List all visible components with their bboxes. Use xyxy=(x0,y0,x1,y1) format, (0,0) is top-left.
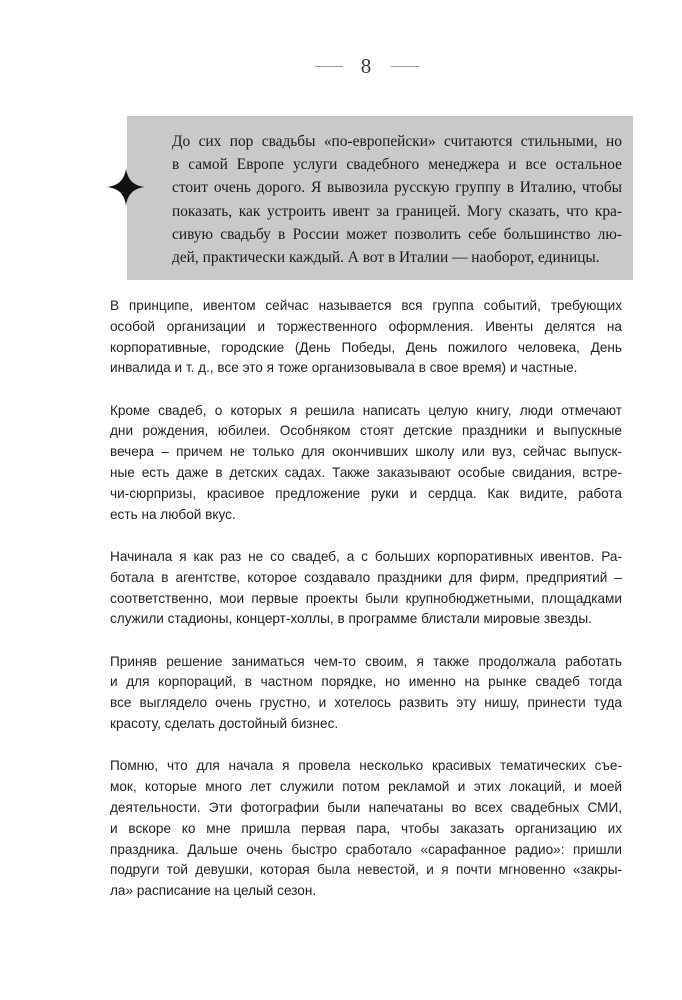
page-number-right-rule xyxy=(391,66,419,67)
text-line: ные есть даже в детских садах. Также заказывают особые свидания, встре- xyxy=(110,465,622,481)
text-line: Кроме свадеб, о которых я решила написать целую книгу, люди отмечают xyxy=(110,402,622,418)
text-line: праздника. Дальше очень быстро сработало «сарафанное радио»: пришли xyxy=(110,841,622,857)
text-line: дни рождения, юбилеи. Особняком стоят детские праздники и выпускные xyxy=(110,423,622,439)
text-line: инвалида и т. д., все это я тоже организовывала в свое время) и частные. xyxy=(110,360,578,376)
text-line: Начинала я как раз не со свадеб, а с больших корпоративных ивентов. Ра- xyxy=(110,548,622,564)
quote-line: показать, как устроить ивент за границей. Могу сказать, что кра- xyxy=(172,202,622,220)
text-line: корпоративные, городские (День Победы, День пожилого человека, День xyxy=(110,339,622,355)
text-line: Приняв решение заниматься чем-то своим, я также продолжала работать xyxy=(110,653,622,669)
paragraph-1 xyxy=(110,296,622,379)
text-line: и вскоре ко мне пришла первая пара, чтобы заказать организацию их xyxy=(110,820,622,836)
text-line: соответственно, мои первые проекты были крупнобюджетными, площадками xyxy=(110,590,622,606)
page-number-left-rule xyxy=(315,66,343,67)
body-text xyxy=(110,296,622,923)
quote-line: дей, практически каждый. А вот в Италии — наоборот, единицы. xyxy=(172,249,600,267)
text-line: Помню, что для начала я провела несколько красивых тематических съе- xyxy=(110,758,622,774)
text-line: ботала в агентстве, которое создавало праздники для фирм, предприятий – xyxy=(110,569,622,585)
text-line: есть на любой вкус. xyxy=(110,506,236,522)
page-number: 8 xyxy=(360,54,372,78)
quote-line: в самой Европе услуги свадебного менеджера и все остальное xyxy=(172,156,622,174)
text-line: и для корпораций, в частном порядке, но именно на рынке свадеб тогда xyxy=(110,674,622,690)
text-line: ла» расписание на целый сезон. xyxy=(110,883,317,899)
text-line: В принципе, ивентом сейчас называется вся группа событий, требующих xyxy=(110,298,622,313)
page-number-header xyxy=(0,54,682,78)
text-line: подруги той девушки, которая была невестой, и я почти мгновенно «закры- xyxy=(110,862,622,878)
paragraph-4 xyxy=(110,652,622,735)
quote-text xyxy=(172,130,622,269)
paragraph-2 xyxy=(110,401,622,526)
text-line: деятельности. Эти фотографии были напечатаны во всех свадебных СМИ, xyxy=(110,799,622,815)
four-point-star-icon xyxy=(107,168,145,206)
text-line: красоту, сделать достойный бизнес. xyxy=(110,716,339,732)
quote-line: стоит очень дорого. Я вывозила русскую группу в Италию, чтобы xyxy=(172,179,622,197)
paragraph-3 xyxy=(110,547,622,630)
text-line: особой организации и торжественного оформления. Ивенты делятся на xyxy=(110,318,622,334)
text-line: служили стадионы, концерт-холлы, в программе блистали мировые звезды. xyxy=(110,611,592,627)
quote-line: До сих пор свадьбы «по-европейски» считаются стильными, но xyxy=(172,133,622,150)
text-line: чи-сюрпризы, красивое предложение руки и сердца. Как видите, работа xyxy=(110,485,622,501)
paragraph-5 xyxy=(110,756,622,902)
text-line: мок, которые много лет служили потом рекламой и этих локаций, и моей xyxy=(110,779,622,795)
text-line: вечера – причем не только для окончивших школу или вуз, сейчас выпуск- xyxy=(110,444,622,460)
text-line: все выглядело очень грустно, и хотелось развить эту нишу, принести туда xyxy=(110,695,622,711)
quote-line: сивую свадьбу в России может позволить себе большинство лю- xyxy=(172,225,622,243)
